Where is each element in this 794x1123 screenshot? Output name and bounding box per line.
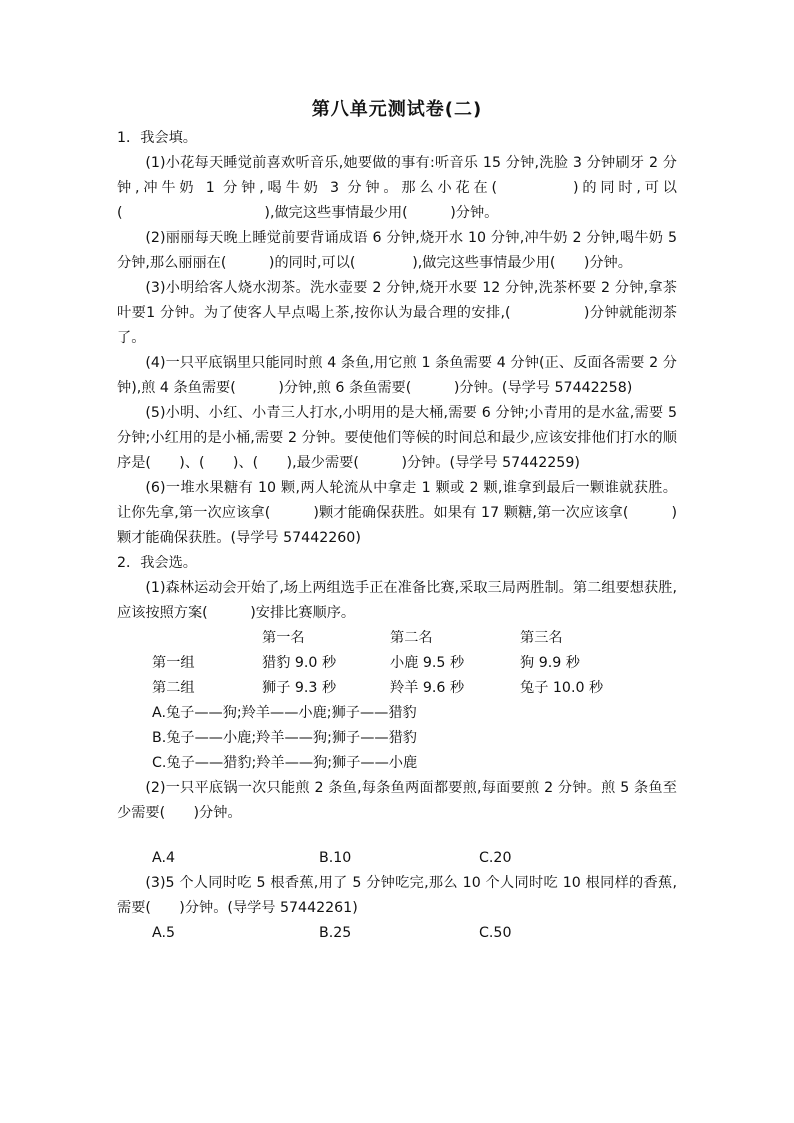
race-results-table xyxy=(117,626,677,701)
choice-c: C.50 xyxy=(479,925,512,941)
table-cell: 狗 9.9 秒 xyxy=(520,655,580,671)
table-header-cell: 第二名 xyxy=(390,630,433,646)
page-title: 第八单元测试卷(二) xyxy=(311,99,483,120)
table-header-cell: 第三名 xyxy=(520,630,563,646)
choice-b: B.10 xyxy=(319,850,352,866)
option-b: B.兔子——小鹿;羚羊——狗;狮子——猎豹 xyxy=(152,730,417,746)
table-cell: 狮子 9.3 秒 xyxy=(262,680,337,696)
choices-2-3 xyxy=(152,921,677,946)
question-2-1: (1)森林运动会开始了,场上两组选手正在准备比赛,采取三局两胜制。第二组要想获胜,应该按照方案( )安排比赛顺序。 xyxy=(117,580,677,621)
table-cell: 第一组 xyxy=(152,655,195,671)
option-a: A.兔子——狗;羚羊——小鹿;狮子——猎豹 xyxy=(152,705,417,721)
question-1-5: (5)小明、小红、小青三人打水,小明用的是大桶,需要 6 分钟;小青用的是水盆,需要 5 分钟;小红用的是小桶,需要 2 分钟。要使他们等候的时间总和最少,应该安排他们打水的顺序是( )、( )、( ),最少需要( )分钟。(导学号 57442259) xyxy=(117,405,677,471)
table-header-cell xyxy=(152,626,262,651)
table-cell: 第二组 xyxy=(152,680,195,696)
question-2-3: (3)5 个人同时吃 5 根香蕉,用了 5 分钟吃完,那么 10 个人同时吃 10 根同样的香蕉,需要( )分钟。(导学号 57442261) xyxy=(117,875,677,916)
table-header-cell: 第一名 xyxy=(262,630,305,646)
question-1-3: (3)小明给客人烧水沏茶。洗水壶要 2 分钟,烧开水要 12 分钟,洗茶杯要 2 分钟,拿茶叶要1 分钟。为了使客人早点喝上茶,按你认为最合理的安排,( )分钟就能沏茶了。 xyxy=(117,280,677,346)
choices-2-2 xyxy=(152,846,677,871)
choice-a: A.4 xyxy=(152,850,175,866)
table-cell: 羚羊 9.6 秒 xyxy=(390,680,465,696)
choice-a: A.5 xyxy=(152,925,175,941)
question-2-2: (2)一只平底锅一次只能煎 2 条鱼,每条鱼两面都要煎,每面要煎 2 分钟。煎 5 条鱼至少需要( )分钟。 xyxy=(117,780,677,821)
section-heading: 2．我会选。 xyxy=(117,555,197,571)
choice-c: C.20 xyxy=(479,850,512,866)
section-fill-in xyxy=(117,126,677,551)
table-cell: 小鹿 9.5 秒 xyxy=(390,655,465,671)
document-body xyxy=(117,126,677,946)
choice-b: B.25 xyxy=(319,925,352,941)
table-row xyxy=(117,676,677,701)
section-heading: 1．我会填。 xyxy=(117,130,197,146)
question-1-2: (2)丽丽每天晚上睡觉前要背诵成语 6 分钟,烧开水 10 分钟,冲牛奶 2 分钟,喝牛奶 5 分钟,那么丽丽在( )的同时,可以( ),做完这些事情最少用( )分钟。 xyxy=(117,230,677,271)
question-1-4: (4)一只平底锅里只能同时煎 4 条鱼,用它煎 1 条鱼需要 4 分钟(正、反面各需要 2 分钟),煎 4 条鱼需要( )分钟,煎 6 条鱼需要( )分钟。(导学号 57442258) xyxy=(117,355,677,396)
question-1-1: (1)小花每天睡觉前喜欢听音乐,她要做的事有:听音乐 15 分钟,洗脸 3 分钟刷牙 2 分钟,冲牛奶 1 分钟,喝牛奶 3 分钟。那么小花在( )的同时,可以( ),做完这些事情最少用( )分钟。 xyxy=(117,155,677,221)
question-1-6: (6)一堆水果糖有 10 颗,两人轮流从中拿走 1 颗或 2 颗,谁拿到最后一颗谁就获胜。让你先拿,第一次应该拿( )颗才能确保获胜。如果有 17 颗糖,第一次应该拿( )颗才能确保获胜。(导学号 57442260) xyxy=(117,480,677,546)
table-row xyxy=(117,651,677,676)
section-multiple-choice xyxy=(117,551,677,946)
table-header-row xyxy=(117,626,677,651)
table-cell: 兔子 10.0 秒 xyxy=(520,680,604,696)
table-cell: 猎豹 9.0 秒 xyxy=(262,655,337,671)
option-c: C.兔子——猎豹;羚羊——狗;狮子——小鹿 xyxy=(152,755,418,771)
